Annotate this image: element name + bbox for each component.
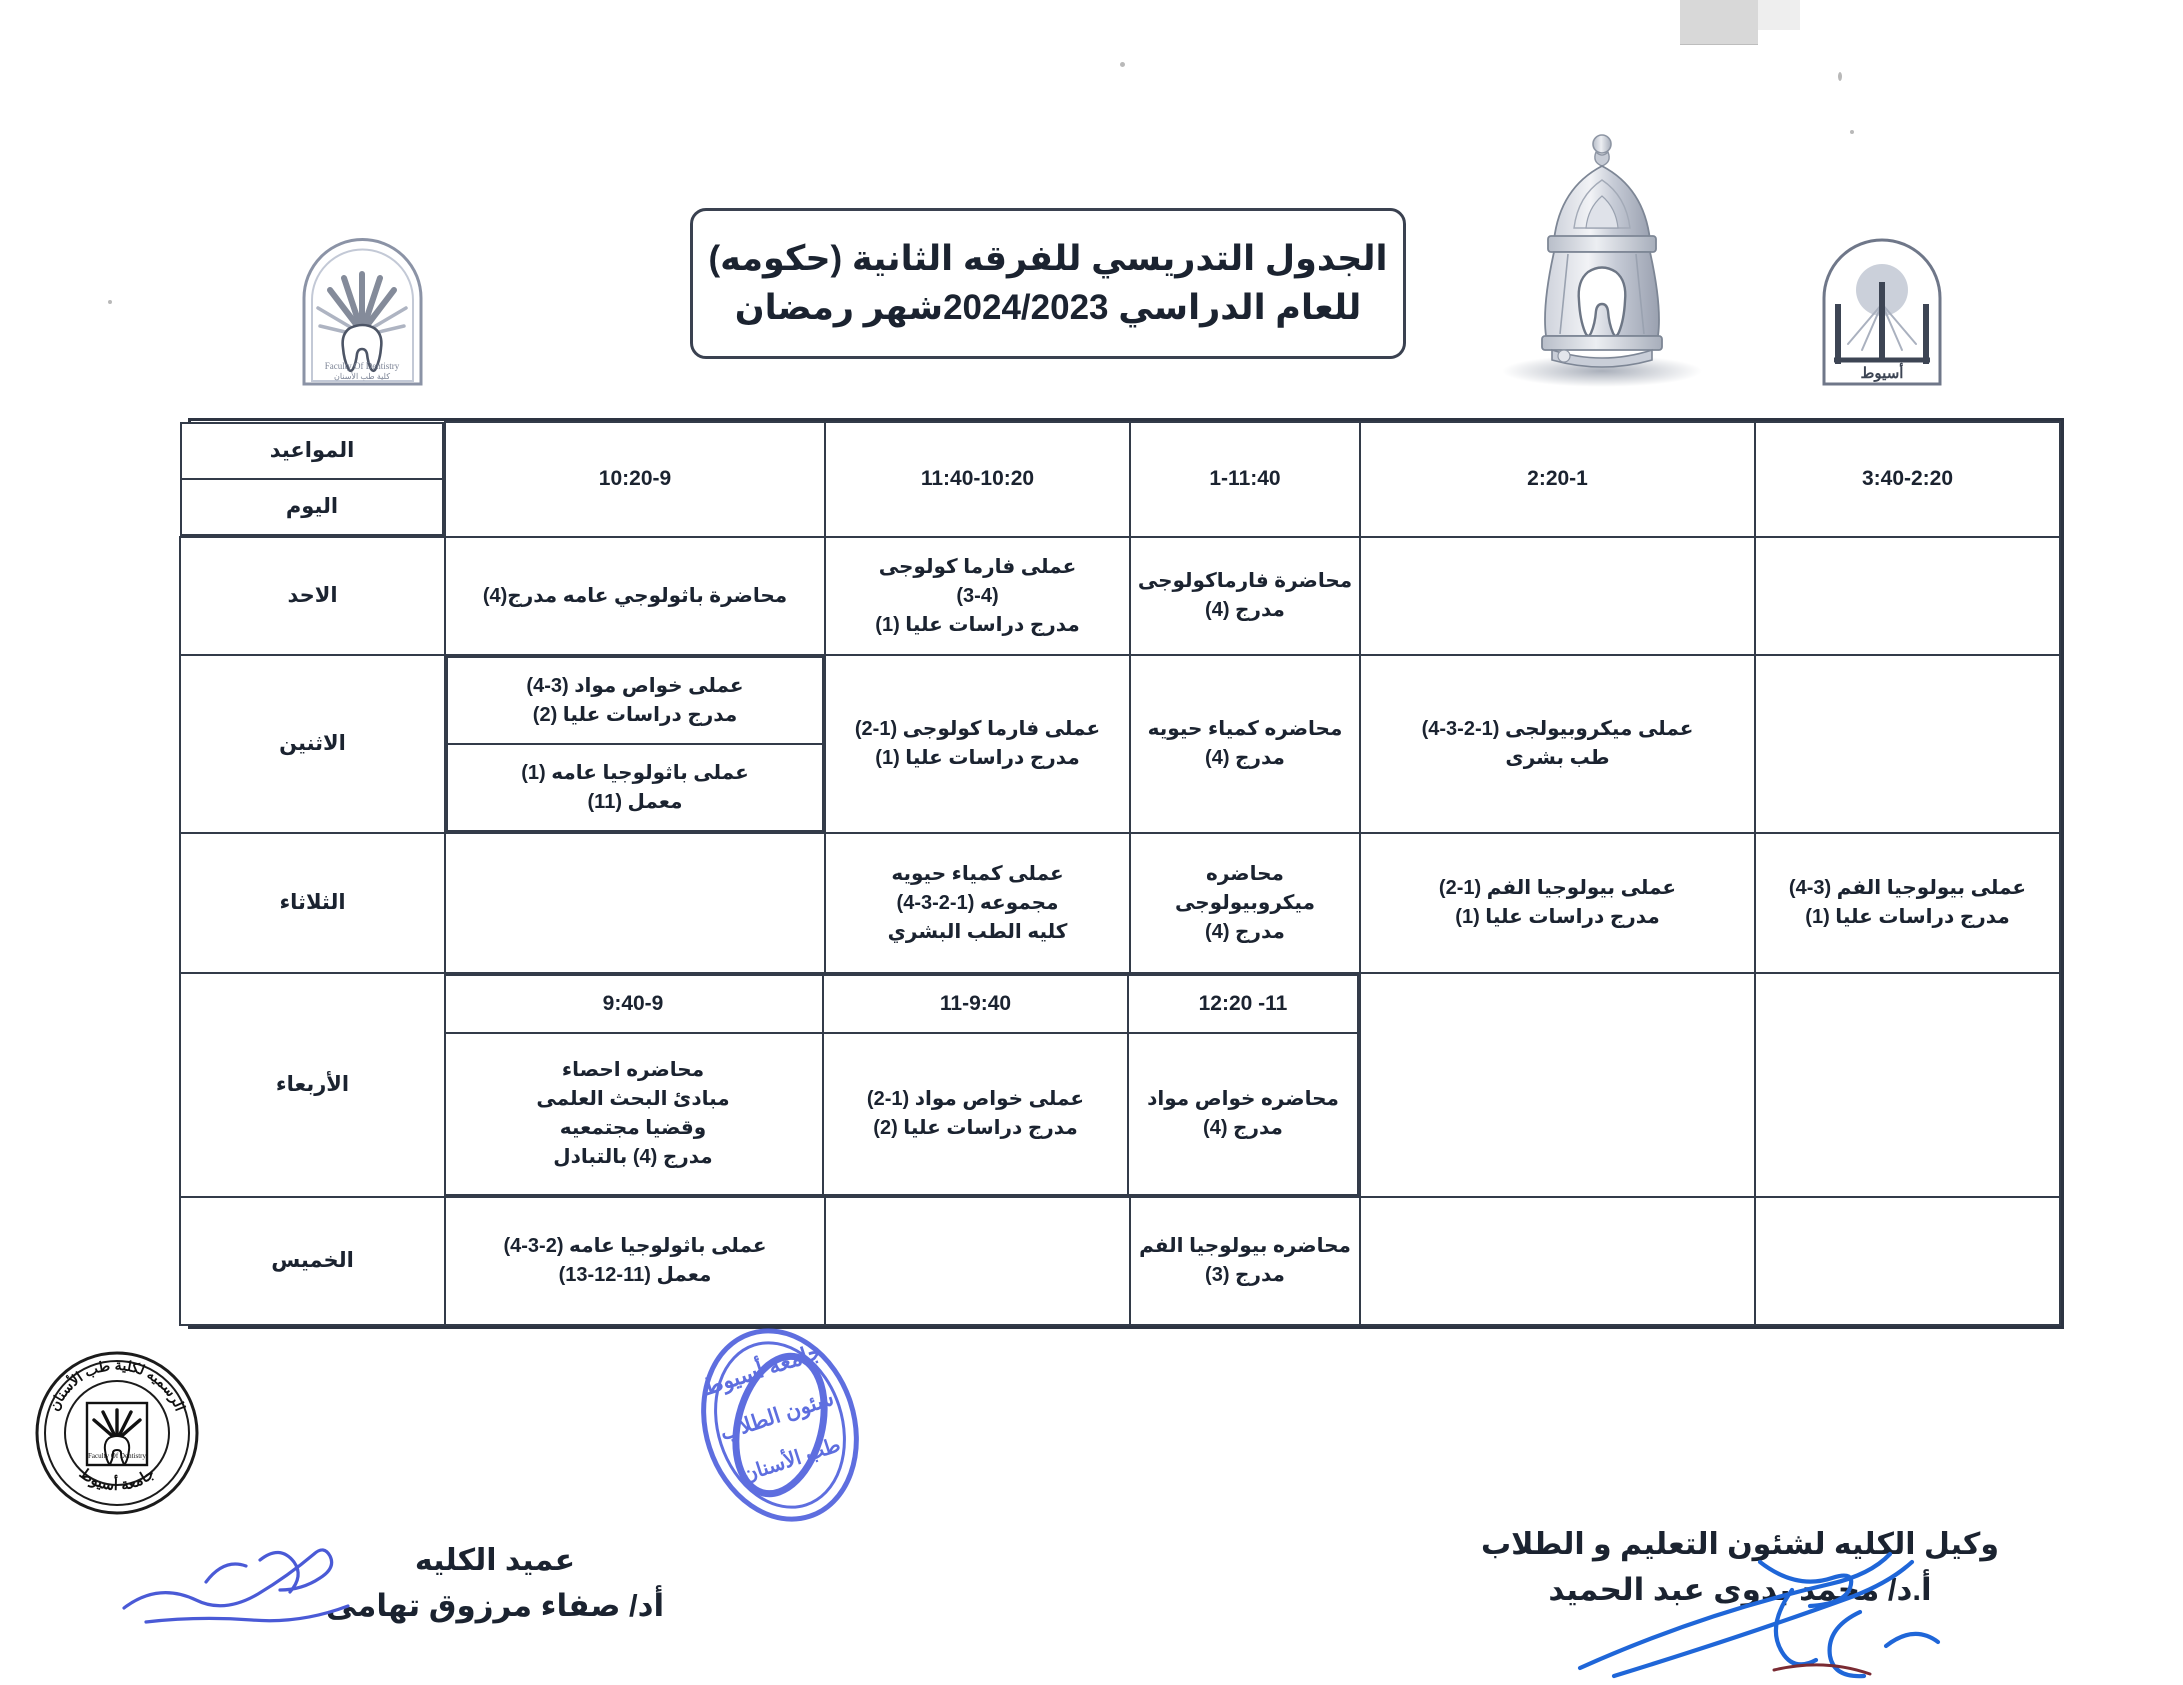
svg-text:أسيوط: أسيوط (1860, 365, 1904, 382)
vice-dean-signature-block (1395, 1522, 2085, 1614)
ramadan-lantern-with-tooth-icon (1492, 128, 1712, 393)
svg-text:طب الأسنان: طب الأسنان (739, 1434, 844, 1487)
table-row (180, 973, 2060, 1197)
svg-text:Faculty Of Dentistry: Faculty Of Dentistry (324, 361, 400, 371)
scan-edge-artifact-2 (1758, 0, 1800, 30)
cell-line: عملى باثولوجيا عامه (1) (521, 761, 749, 784)
cell-line: مدرج دراسات عليا (2) (532, 703, 738, 726)
official-faculty-seal (32, 1348, 202, 1518)
page-title-line-2: للعام الدراسي 2024/2023شهر رمضان (734, 287, 1362, 327)
cell-line: عملى خواص مواد (3-4) (526, 674, 744, 697)
cell-monday-2 (1130, 655, 1360, 833)
cell-sunday-1 (1360, 537, 1755, 655)
wednesday-time-2: 9:40-9 (443, 975, 823, 1033)
cell-wednesday-3 (823, 1033, 1128, 1195)
svg-text:Faculty Of Dentistry: Faculty Of Dentistry (88, 1452, 146, 1460)
day-label-wednesday: الأربعاء (180, 973, 445, 1197)
student-affairs-ink-stamp (660, 1318, 900, 1533)
cell-line: محاضره احصاء (561, 1059, 705, 1081)
cell-line: مبادئ البحث العلمى (536, 1088, 730, 1110)
dean-signature-block (215, 1538, 775, 1630)
wednesday-time-subheader (443, 975, 1358, 1033)
cell-line: مجموعه (1-2-3-4) (896, 891, 1059, 914)
scan-speck (1120, 62, 1125, 67)
page-title-line-1: الجدول التدريسي للفرقه الثانية (حكومه) (708, 239, 1388, 279)
cell-line: محاضرة فارماكولوجى (1137, 570, 1353, 592)
cell-line: مدرج (4) (1205, 747, 1285, 769)
cell-line: مدرج (4) (1203, 1117, 1283, 1139)
timetable-grid (179, 421, 2061, 1326)
cell-line: عملى فارما كولوجى (1-2) (854, 718, 1101, 740)
cell-monday-4-bottom (447, 744, 823, 831)
cell-line: وقضيا مجتمعيه (559, 1117, 707, 1139)
svg-text:الرسميه لكلية طب الأسنان: الرسميه لكلية طب الأسنان (45, 1356, 189, 1414)
wednesday-subgrid (445, 973, 1360, 1197)
cell-line: محاضرة باثولوجي عامه مدرج(4) (482, 584, 788, 607)
scan-edge-artifact (1680, 0, 1758, 45)
time-header-2: 1-11:40 (1130, 422, 1360, 537)
table-row (180, 833, 2060, 973)
svg-text:كلية طب الأسنان: كلية طب الأسنان (333, 372, 391, 381)
svg-text:شئون الطلاب: شئون الطلاب (717, 1386, 837, 1446)
corner-header-cell (180, 422, 445, 537)
cell-line: مدرج دراسات عليا (1) (875, 613, 1080, 636)
cell-line: عملى بيولوجيا الفم (1-2) (1438, 877, 1677, 899)
cell-line: طب بشرى (1505, 747, 1610, 769)
cell-monday-3 (825, 655, 1130, 833)
cell-line: عملى كمياء حيويه (891, 862, 1064, 885)
assiut-university-logo (1812, 238, 1952, 388)
time-header-0: 3:40-2:20 (1755, 422, 2060, 537)
cell-line: مدرج (3) (1205, 1264, 1285, 1286)
svg-text:جامعة أسيوط: جامعة أسيوط (699, 1338, 825, 1401)
cell-line: عملى فارما كولوجى (878, 555, 1077, 578)
scan-speck (1838, 72, 1842, 81)
wednesday-time-0: 12:20 -11 (1128, 975, 1358, 1033)
cell-line: محاضره خواص مواد (1147, 1088, 1339, 1110)
cell-line: (3-4) (956, 584, 999, 607)
cell-line: عملى بيولوجيا الفم (3-4) (1788, 877, 2027, 899)
cell-line: مدرج دراسات عليا (1) (875, 747, 1080, 769)
cell-line: معمل (11) (587, 790, 683, 813)
vice-dean-name: أ.د/ محمد بدوى عبد الحميد (1548, 1572, 1932, 1607)
wednesday-body-row (443, 1033, 1358, 1195)
cell-line: عملى باثولوجيا عامه (2-3-4) (503, 1235, 767, 1257)
cell-wednesday-1 (1360, 973, 1755, 1197)
cell-line: محاضره بيولوجيا الفم (1139, 1235, 1351, 1257)
cell-line: محاضره ميكروبيولوجى (1175, 862, 1315, 914)
day-label-tuesday: الثلاثاء (180, 833, 445, 973)
time-header-3: 11:40-10:20 (825, 422, 1130, 537)
corner-label-times: المواعيد (181, 423, 443, 479)
dean-role-label: عميد الكليه (414, 1544, 576, 1577)
cell-line: مدرج دراسات عليا (1) (1455, 906, 1660, 928)
cell-tuesday-1 (1360, 833, 1755, 973)
document-footer (0, 1300, 2183, 1682)
cell-tuesday-2 (1130, 833, 1360, 973)
cell-line: مدرج (4) (1205, 920, 1285, 943)
cell-line: مدرج دراسات عليا (2) (873, 1117, 1078, 1139)
cell-wednesday-2 (1128, 1033, 1358, 1195)
cell-line: مدرج دراسات عليا (1) (1805, 906, 2010, 928)
cell-wednesday-4 (443, 1033, 823, 1195)
cell-sunday-2 (1130, 537, 1360, 655)
cell-line: مدرج (4) (1205, 599, 1285, 621)
time-header-1: 2:20-1 (1360, 422, 1755, 537)
document-title-box (690, 208, 1406, 359)
cell-wednesday-0 (1755, 973, 2060, 1197)
timetable (188, 418, 2064, 1329)
cell-line: عملى خواص مواد (1-2) (866, 1088, 1085, 1110)
vice-dean-role-label: وكيل الكليه لشئون التعليم و الطلاب (1480, 1528, 1999, 1561)
cell-line: كليه الطب البشري (887, 920, 1068, 943)
cell-sunday-4 (445, 537, 825, 655)
day-label-monday: الاثنين (180, 655, 445, 833)
dean-name: أد/ صفاء مرزوق تهامى (325, 1588, 665, 1623)
cell-line: عملى ميكروبيولجى (1-2-3-4) (1421, 718, 1694, 740)
document-header (0, 118, 2183, 408)
cell-monday-4-split (445, 655, 825, 833)
time-header-4: 10:20-9 (445, 422, 825, 537)
cell-monday-0 (1755, 655, 2060, 833)
cell-line: مدرج (4) بالتبادل (553, 1146, 713, 1168)
cell-line: محاضره كمياء حيويه (1147, 718, 1343, 740)
cell-sunday-0 (1755, 537, 2060, 655)
cell-monday-1 (1360, 655, 1755, 833)
day-label-thursday: الخميس (180, 1197, 445, 1325)
table-row (180, 655, 2060, 833)
cell-tuesday-4 (445, 833, 825, 973)
svg-text:جامعة أسيوط: جامعة أسيوط (75, 1464, 159, 1495)
cell-line: معمل (11-12-13) (558, 1264, 712, 1286)
cell-tuesday-0 (1755, 833, 2060, 973)
faculty-of-dentistry-logo (290, 236, 435, 386)
cell-monday-4-top (447, 657, 823, 744)
corner-label-day: اليوم (181, 479, 443, 535)
table-header-row (180, 422, 2060, 537)
table-row (180, 537, 2060, 655)
wednesday-time-1: 11-9:40 (823, 975, 1128, 1033)
cell-tuesday-3 (825, 833, 1130, 973)
cell-sunday-3 (825, 537, 1130, 655)
day-label-sunday: الاحد (180, 537, 445, 655)
